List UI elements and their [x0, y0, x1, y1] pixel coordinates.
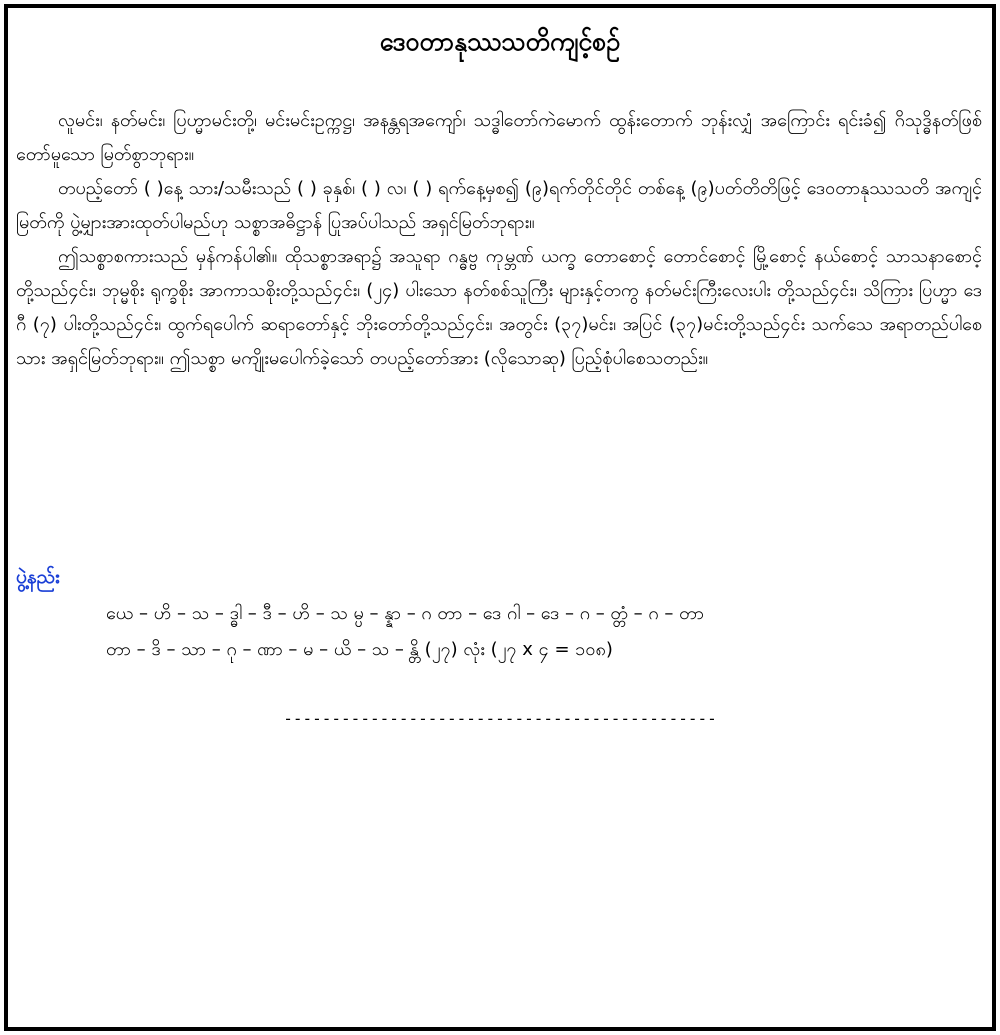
dashed-divider: --------------------------------------------- — [283, 709, 717, 728]
chant-line-1: ယေ – ဟိ – သ – ဒ္ဓါ – ဒီ – ဟိ – သ မ္ပ – န္နာ – ဂ တာ – ဒေ ဂါ – ဒေ – ဂ – တ္တံ – ဂ – တာ — [106, 603, 705, 624]
chant-block — [106, 596, 966, 668]
paragraph-vow: တပည့်တော် ( )နေ့ သား/သမီးသည် ( ) ခုနှစ်၊ ( ) လ၊ ( ) ရက်နေ့မှစ၍ (၉)ရက်တိုင်တိုင် တစ်နေ့ (၉)ပတ်တိတိဖြင့် ဒေဝတာနုဿသတိ အကျင့်မြတ်ကို ပွဲ့မျှားအားထုတ်ပါမည်ဟု သစ္စာအဓိဋ္ဌာန် ပြုအပ်ပါသည် အရှင်မြတ်ဘုရား။ — [16, 178, 982, 233]
paragraph-truth-declaration: ဤသစ္စာစကားသည် မှန်ကန်ပါ၏။ ထိုသစ္စာအရာ၌ အသူရာ ဂန္ဓဗ္ဗ ကုမ္ဘဏ် ယက္ခ တောစောင့် တောင်စောင့် မြို့စောင့် နယ်စောင့် သာသနာစောင့်တို့သည်၄င်း၊ ဘုမ္မစိုး ရုက္ခစိုး အာကာသစိုးတို့သည်၄င်း၊ (၂၄) ပါးသော နတ်စစ်သူကြီး များနှင့်တကွ နတ်မင်းကြီးလေးပါး တို့သည်၄င်း၊ သိကြား ပြဟ္မာ ဒေဂီ (၇) ပါးတို့သည်၄င်း၊ ထွက်ရပေါက် ဆရာတော်နှင့် ဘိုးတော်တို့သည်၄င်း၊ အတွင်း (၃၇)မင်း၊ အပြင် (၃၇)မင်းတို့သည်၄င်း သက်သေ အရာတည်ပါစေသား အရှင်မြတ်ဘုရား။ ဤသစ္စာ မကျိုးမပေါက်ခဲ့သော် တပည့်တော်အား (လိုသောဆု) ပြည့်စုံပါစေသတည်း။ — [16, 246, 982, 369]
document-title: ဒေဝတာနုဿသတိကျင့်စဉ် — [379, 27, 621, 56]
chant-line-2: တာ – ဒိ – သာ – ဂု – ဏာ – မ – ယိ – သ – န္တိ (၂၇) လုံး (၂၇ x ၄ = ၁၀၈) — [106, 639, 613, 660]
document-body — [16, 104, 982, 376]
method-heading: ပွဲ့နည်း — [16, 566, 60, 588]
paragraph-homage: လူမင်း၊ နတ်မင်း၊ ပြဟ္မာမင်းတို့၊ မင်းမင်းဥက္ကဋ္ဌ၊ အနန္တရအကျော်၊ သဒ္ဓါတော်ကဲမောက် ထွန်းတောက် ဘုန်းလျှံ အကြောင်း ရင်းခံ၍ ဂိသုဒ္ဓိနတ်ဖြစ်တော်မူသော မြတ်စွာဘုရား။ — [16, 110, 982, 165]
